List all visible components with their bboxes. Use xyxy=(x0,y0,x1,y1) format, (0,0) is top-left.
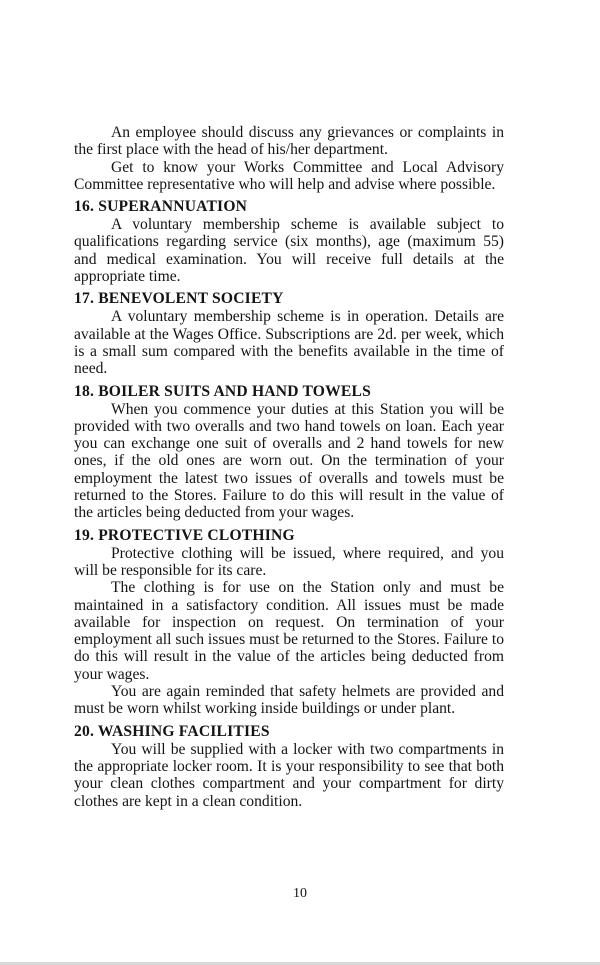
section-paragraph: You will be supplied with a locker with two compartments in the appropriate locker room. It is your responsibility to see that both your clean clothes compartment and your compartment for dirty clothes are kept in a clean condition. xyxy=(74,740,504,810)
page-body xyxy=(74,124,504,810)
section-superannuation xyxy=(74,198,504,285)
section-washing-facilities xyxy=(74,723,504,810)
section-paragraph: The clothing is for use on the Station only and must be maintained in a satisfactory condition. All issues must be made available for inspection on request. On termination of your employment all such issues must be returned to the Stores. Failure to do this will result in the value of the articles being deducted from your wages. xyxy=(74,579,504,683)
section-paragraph: You are again reminded that safety helmets are provided and must be worn whilst working inside buildings or under plant. xyxy=(74,683,504,718)
intro-paragraph: Get to know your Works Committee and Local Advisory Committee representative who will help and advise where possible. xyxy=(74,158,504,193)
section-heading: 16. SUPERANNUATION xyxy=(74,198,248,216)
section-protective-clothing xyxy=(74,527,504,718)
section-heading: 20. WASHING FACILITIES xyxy=(74,722,270,740)
section-paragraph: When you commence your duties at this Station you will be provided with two overalls and two hand towels on loan. Each year you can exchange one suit of overalls and 2 hand towels for new ones, if the old ones are worn out. On the termination of your employment the latest two issues of overalls and towels must be returned to the Stores. Failure to do this will result in the value of the articles being deducted from your wages. xyxy=(74,400,504,522)
section-heading: 17. BENEVOLENT SOCIETY xyxy=(74,290,284,308)
section-paragraph: Protective clothing will be issued, where required, and you will be responsible for its care. xyxy=(74,544,504,579)
section-benevolent-society xyxy=(74,290,504,377)
section-heading: 19. PROTECTIVE CLOTHING xyxy=(74,526,295,544)
page-number: 10 xyxy=(293,886,307,901)
intro-paragraph: An employee should discuss any grievances or complaints in the first place with the head of his/her department. xyxy=(74,124,504,159)
section-paragraph: A voluntary membership scheme is in operation. Details are available at the Wages Office. Subscriptions are 2d. per week, which is a small sum compared with the benefits available in the time of need. xyxy=(74,308,504,378)
section-paragraph: A voluntary membership scheme is available subject to qualifications regarding service (six months), age (maximum 55) and medical examination. You will receive full details at the appropriate time. xyxy=(74,216,504,286)
section-heading: 18. BOILER SUITS AND HAND TOWELS xyxy=(74,382,371,400)
section-boiler-suits-and-hand-towels xyxy=(74,383,504,522)
